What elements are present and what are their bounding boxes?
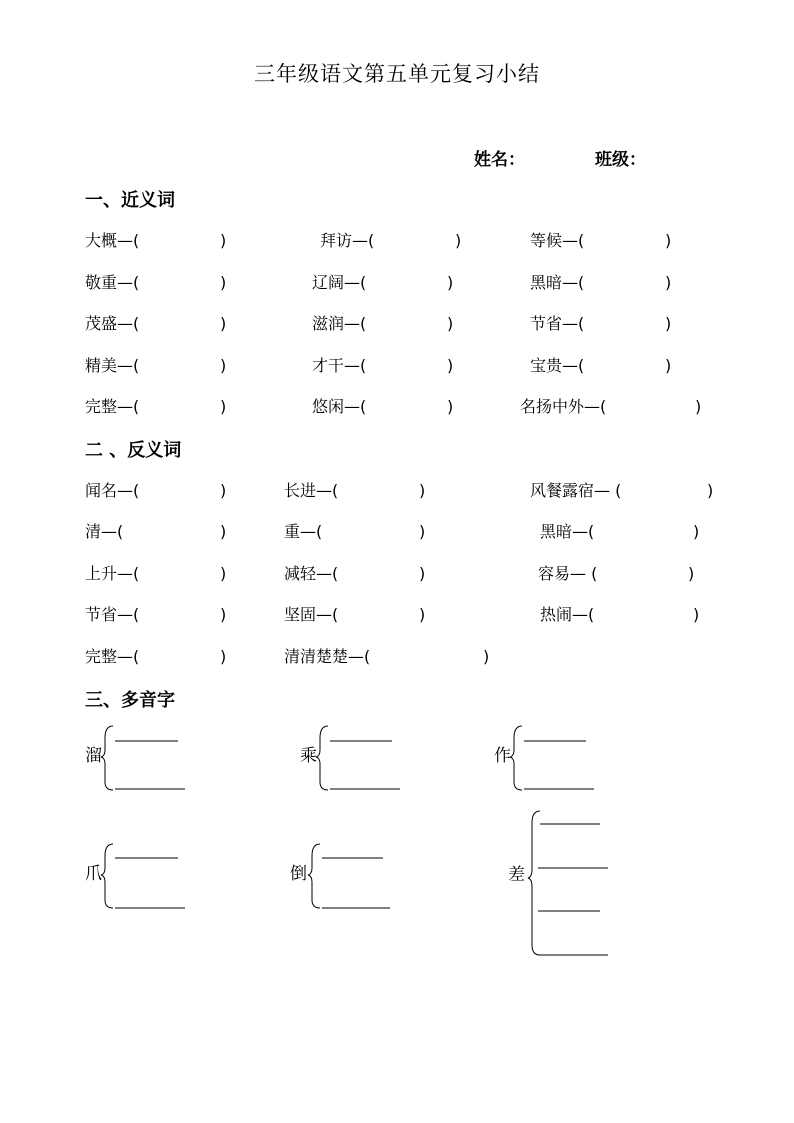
page-title: 三年级语文第五单元复习小结	[254, 62, 540, 86]
brace-lines	[290, 840, 400, 920]
antonym-item: 减轻—( )	[284, 564, 426, 583]
synonym-item: 拜访—( )	[320, 231, 462, 250]
synonym-item: 大概—( )	[85, 231, 227, 250]
polyphone-group	[290, 840, 400, 920]
antonyms-heading: 二 、反义词	[85, 440, 182, 461]
name-label: 姓名：	[474, 150, 525, 170]
synonym-item: 节省—( )	[530, 314, 672, 333]
antonym-item: 容易— ( )	[538, 564, 695, 583]
antonym-item: 完整—( )	[85, 647, 227, 666]
synonym-item: 悠闲—( )	[312, 397, 454, 416]
antonym-item: 长进—( )	[284, 481, 426, 500]
synonym-item: 才干—( )	[312, 356, 454, 375]
antonym-item: 闻名—( )	[85, 481, 227, 500]
synonym-item: 等候—( )	[530, 231, 672, 250]
synonym-item: 敬重—( )	[85, 273, 227, 292]
polyphone-group	[300, 722, 410, 802]
polyphone-char: 乘	[300, 746, 317, 766]
polyphone-group	[85, 840, 195, 920]
synonym-item: 完整—( )	[85, 397, 227, 416]
synonym-item: 茂盛—( )	[85, 314, 227, 333]
polyphone-group	[494, 722, 604, 802]
antonym-item: 坚固—( )	[284, 605, 426, 624]
antonym-item: 风餐露宿— ( )	[530, 481, 714, 500]
class-label: 班级：	[595, 150, 646, 170]
synonym-item: 名扬中外—( )	[520, 397, 702, 416]
antonym-item: 黑暗—( )	[540, 522, 700, 541]
brace-lines	[494, 722, 604, 802]
polyphone-char: 溜	[85, 746, 102, 766]
polyphones-heading: 三、多音字	[85, 690, 175, 711]
synonym-item: 精美—( )	[85, 356, 227, 375]
synonym-item: 滋润—( )	[312, 314, 454, 333]
polyphone-group	[85, 722, 195, 802]
polyphone-char: 爪	[85, 864, 102, 884]
antonym-item: 重—( )	[284, 522, 426, 541]
synonym-item: 辽阔—( )	[312, 273, 454, 292]
polyphone-char: 作	[494, 746, 511, 766]
synonyms-heading: 一、近义词	[85, 190, 175, 211]
brace-lines	[508, 805, 618, 965]
polyphone-char: 差	[508, 865, 525, 885]
brace-lines	[85, 840, 195, 920]
brace-lines	[85, 722, 195, 802]
antonym-item: 清清楚楚—( )	[284, 647, 490, 666]
antonym-item: 上升—( )	[85, 564, 227, 583]
brace-lines	[300, 722, 410, 802]
polyphone-group	[508, 805, 618, 965]
synonym-item: 宝贵—( )	[530, 356, 672, 375]
antonym-item: 热闹—( )	[540, 605, 700, 624]
polyphone-char: 倒	[290, 864, 307, 884]
antonym-item: 清—( )	[85, 522, 227, 541]
synonym-item: 黑暗—( )	[530, 273, 672, 292]
antonym-item: 节省—( )	[85, 605, 227, 624]
